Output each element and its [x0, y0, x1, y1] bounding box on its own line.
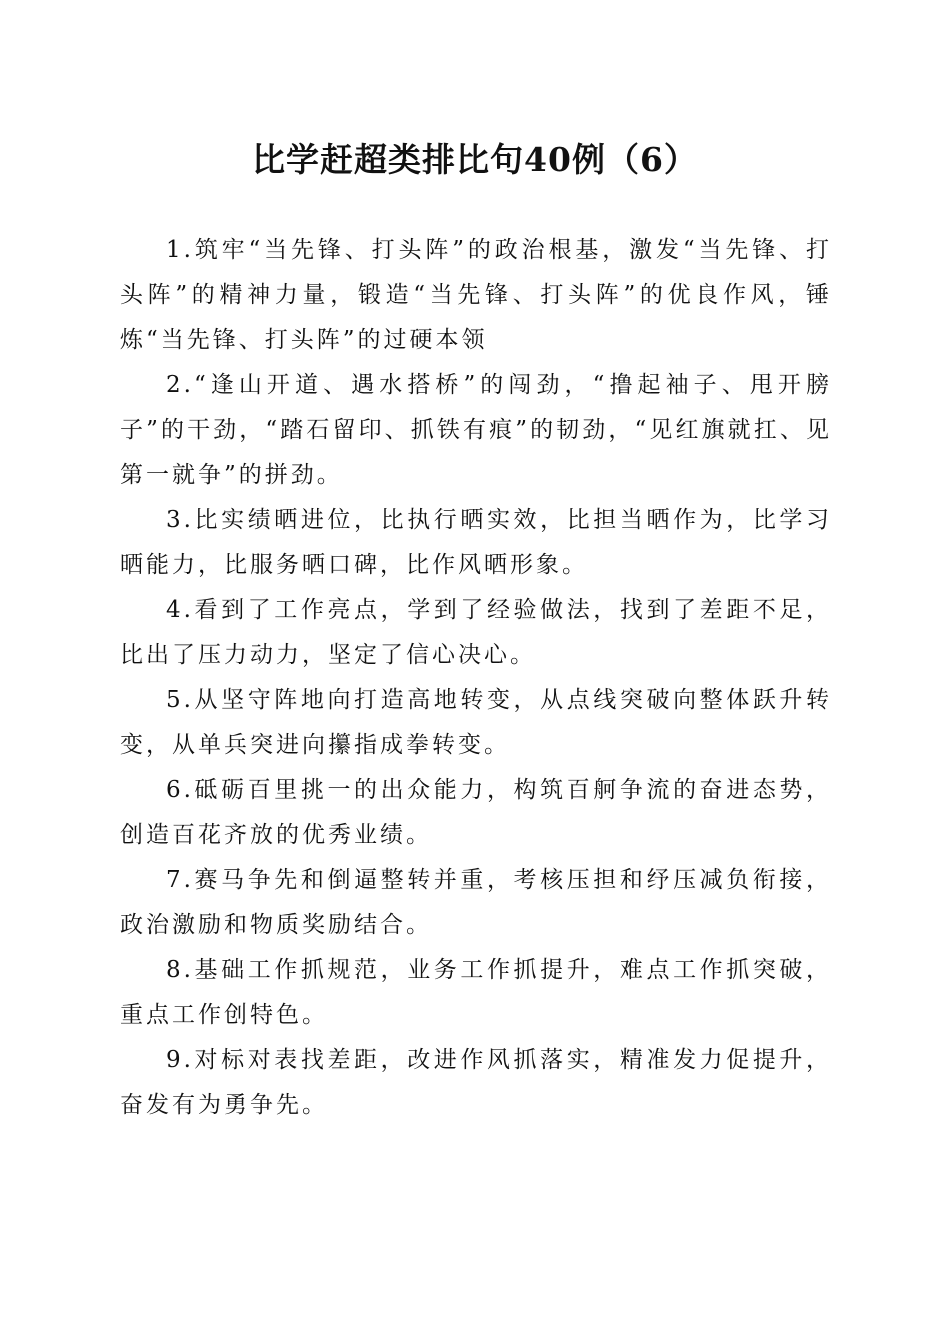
paragraph-7: 7.赛马争先和倒逼整转并重，考核压担和纾压减负衔接，政治激励和物质奖励结合。: [120, 867, 832, 938]
paragraph-9: 9.对标对表找差距，改进作风抓落实，精准发力促提升，奋发有为勇争先。: [120, 1047, 832, 1118]
paragraph-2: 2.“逢山开道、遇水搭桥”的闯劲，“撸起袖子、甩开膀子”的干劲，“踏石留印、抓铁有痕”的韧劲，“见红旗就扛、见第一就争”的拼劲。: [120, 372, 832, 488]
paragraph-4: 4.看到了工作亮点，学到了经验做法，找到了差距不足，比出了压力动力，坚定了信心决心。: [120, 597, 832, 668]
paragraph-5: 5.从坚守阵地向打造高地转变，从点线突破向整体跃升转变，从单兵突进向攥指成拳转变。: [120, 687, 832, 758]
paragraph-6: 6.砥砺百里挑一的出众能力，构筑百舸争流的奋进态势，创造百花齐放的优秀业绩。: [120, 777, 832, 848]
paragraph-1: 1.筑牢“当先锋、打头阵”的政治根基，激发“当先锋、打头阵”的精神力量，锻造“当先锋、打头阵”的优良作风，锤炼“当先锋、打头阵”的过硬本领: [120, 237, 832, 353]
paragraph-8: 8.基础工作抓规范，业务工作抓提升，难点工作抓突破，重点工作创特色。: [120, 957, 832, 1028]
document-title: 比学赶超类排比句40例（6）: [252, 140, 698, 179]
document-body: [120, 228, 832, 1128]
paragraph-3: 3.比实绩晒进位，比执行晒实效，比担当晒作为，比学习晒能力，比服务晒口碑，比作风晒形象。: [120, 507, 832, 578]
